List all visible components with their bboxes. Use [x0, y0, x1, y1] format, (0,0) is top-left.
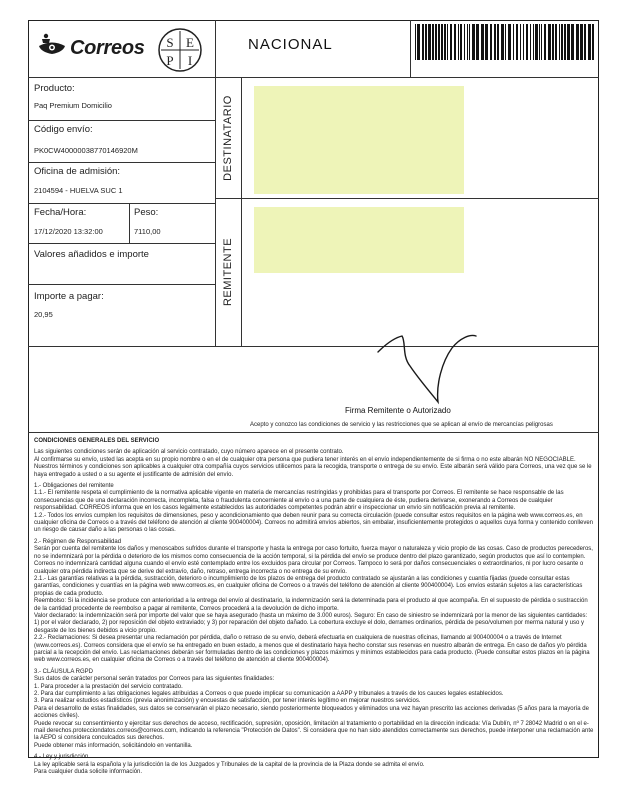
barcode-bar — [425, 24, 427, 60]
barcode-bar — [508, 24, 511, 60]
barcode-bar — [450, 24, 452, 60]
barcode-bar — [460, 24, 462, 60]
barcode-bar — [485, 24, 488, 60]
barcode-bar — [494, 24, 496, 60]
barcode-bar — [567, 24, 570, 60]
barcode-bar — [516, 24, 518, 60]
barcode-bar — [535, 24, 538, 60]
barcode-bar — [513, 24, 514, 60]
destinatario-address-sticker — [254, 86, 464, 194]
barcode-bar — [476, 24, 479, 60]
conditions-paragraph: 2.2.- Reclamaciones: Si desea presentar una reclamación por pérdida, daño o retraso de su envío, deberá efectuarla en cualquiera de nuestras oficinas, llamando al 900400004 o a través de Internet (www.correos.es). Correos considera que el envío se ha entregado en buen estado, a menos que el destinatario haya hecho constar sus reservas en nuestro albarán de entrega. En caso de daños y/o pérdida parcial a la recepción del envío. Las reclamaciones deberán ser formuladas dentro de las condiciones y plazos máximos y mínimos establecidos para cada producto. (Puede consultar estos plazos en la página web www.correos.es, en cualquier oficina de Correos o a través del teléfono de atención al cliente 900400004). — [34, 635, 590, 664]
remitente-label: REMITENTE — [222, 237, 234, 307]
conditions-paragraph: Serán por cuenta del remitente los daños y menoscabos sufridos durante el transporte y hasta la entrega por caso fortuito, fuerza mayor o naturaleza y vicio propio de las cosas. Caso de productos perecederos, no se indemnizará por la pérdida o deterioro de los mismos como consecuencia de la acción temporal, si la pérdida del envío se produce dentro del plazo garantizado, según productos que así lo contemplen. Correos no indemnizará cantidad alguna cuando el envío esté contemplado entre los excluidos para circular por Correos. Tampoco lo será por daños consecuenciales o extraordinarios, ni por lucro cesante o cualquier otra pérdida indirecta que se derive del extravío, daño, retraso, entrega incorrecta o no entrega de su envío. — [34, 546, 593, 575]
conditions-paragraph: 1. Para proceder a la prestación del servicio contratado. — [34, 683, 183, 690]
barcode-bar — [584, 24, 586, 60]
barcode-bar — [490, 24, 492, 60]
field-divider — [28, 284, 215, 285]
valores-label: Valores añadidos e importe — [34, 249, 149, 260]
field-divider — [28, 203, 215, 204]
svg-text:E: E — [186, 35, 194, 50]
conditions-paragraph: 1.1.- El remitente respeta el cumplimiento de la normativa aplicable vigente en materia de mercancías restringidas y prohibidas para el transporte por Correos. El remitente se hace responsable de las consecuencias que de una declaración incorrecta, incompleta, falsa o fraudulenta concerniente al envío o a una parte de cualquiera de éste, pudiera derivarse, exonerando a Correos de cualquier responsabilidad. CORREOS informa que en los casos legalmente establecidos las autoridades competentes podrán abrir e inspeccionar un envío sin notificación previa al remitente. — [34, 490, 564, 512]
barcode-bar — [415, 24, 416, 60]
barcode-bar — [530, 24, 531, 60]
codigo-envio-label: Código envío: — [34, 124, 93, 135]
barcode-bar — [592, 24, 594, 60]
conditions-paragraph: Para el desarrollo de estas finalidades, sus datos se conservarán el plazo necesario, siendo posteriormente bloqueados y eliminados una vez hayan prescrito las acciones derivadas (5 años para la mayoría de acciones civiles). — [34, 705, 589, 720]
barcode-bar — [417, 24, 420, 60]
header-divider — [28, 77, 599, 78]
section-2-title: 2.- Régimen de Responsabilidad — [34, 538, 122, 545]
address-block-bottom — [28, 346, 599, 347]
fecha-value: 17/12/2020 13:32:00 — [34, 227, 103, 236]
firma-label: Firma Remitente o Autorizado — [345, 406, 451, 415]
fecha-peso-divider — [129, 203, 130, 243]
barcode-bar — [559, 24, 560, 60]
barcode-bar — [576, 24, 579, 60]
barcode-bar — [441, 24, 443, 60]
conditions-paragraph: La ley aplicable será la española y la jurisdicción la de los Juzgados y Tribunales de la capital de la provincia de la Plaza donde se admita el envío. — [34, 761, 425, 768]
peso-label: Peso: — [134, 207, 159, 218]
barcode-bar — [481, 24, 484, 60]
destinatario-label: DESTINATARIO — [222, 95, 234, 181]
oficina-value: 2104594 - HUELVA SUC 1 — [34, 186, 123, 195]
left-column-divider — [215, 77, 216, 347]
conditions-paragraph: Valor declarado: la indemnización será por importe del valor que se haya asegurado (hasta un máximo de 3.000 euros). Seguro: En caso de siniestro se indemnizará por la menor de las siguientes cantidades: 1) por el valor declarado, 2) por reposición del objeto extraviado; y 3) por reparación del objeto dañado. La cobertura excluye el dolo, derrames ordinarios, pérdida de peso/volumen por merma natural y uso y desgaste de los bienes debidos a vicio propio. — [34, 612, 588, 634]
barcode-bar — [435, 24, 437, 60]
oficina-label: Oficina de admisión: — [34, 166, 121, 177]
barcode-bar — [428, 24, 431, 60]
correos-horn-icon — [36, 30, 68, 62]
importe-value: 20,95 — [34, 310, 53, 319]
barcode-bar — [520, 24, 521, 60]
conditions-paragraph: Para cualquier duda solicite información. — [34, 769, 143, 776]
barcode-bar — [571, 24, 574, 60]
barcode-bar — [497, 24, 499, 60]
barcode-bar — [454, 24, 456, 60]
importe-label: Importe a pagar: — [34, 291, 104, 302]
field-divider — [28, 120, 215, 121]
barcode-bar — [432, 24, 434, 60]
conditions-paragraph: Las siguientes condiciones serán de aplicación al servicio contratado, cuyo número aparece en el presente contrato. — [34, 449, 344, 456]
conditions-title: CONDICIONES GENERALES DEL SERVICIO — [34, 438, 160, 444]
barcode-bar — [544, 24, 546, 60]
barcode-bar — [505, 24, 506, 60]
barcode-bar — [472, 24, 475, 60]
barcode-bar — [422, 24, 424, 60]
sepi-seal-logo — [157, 27, 203, 73]
barcode-bar — [548, 24, 551, 60]
codigo-envio-value: PK0CW40000038770146920M — [34, 146, 138, 155]
conditions-paragraph: Reembolso: Si la incidencia se produce con anterioridad a la entrega del envío al destinatario, la indemnización será la determinada para el producto al que acompaña. En el supuesto de pérdida o sustracción de la cantidad procedente de reembolso a pagar al remitente, Correos procederá a la devolución de dicho importe. — [34, 598, 588, 612]
barcode-bar — [447, 24, 448, 60]
barcode-bar — [438, 24, 440, 60]
producto-label: Producto: — [34, 83, 75, 94]
svg-text:I: I — [187, 53, 193, 68]
peso-value: 7110,00 — [134, 227, 161, 236]
barcode-bar — [552, 24, 554, 60]
conditions-paragraph: Al confirmarse su envío, usted las acepta en su propio nombre o en el de cualquier otra persona que pudiera tener interés en el envío independientemente de si firma o no este albarán NO NEGOCIABLE. Nuestros términos y condiciones son aplicables a cualquier otra compañía cuyos servicios utilicemos para la recogida, transporte o entrega de su envío. Este albarán será válido para Correos, una vez que se le haya entregado a usted o a su agente el justificante de admisión del envío. — [34, 456, 592, 478]
barcode-bar — [564, 24, 566, 60]
svg-text:S: S — [166, 35, 174, 50]
section-4-title: 4.- Ley y jurisdicción — [34, 754, 89, 761]
barcode-bar — [464, 24, 465, 60]
destinatario-remitente-divider — [215, 198, 599, 199]
correos-wordmark: Correos — [70, 37, 145, 59]
conditions-block — [34, 438, 594, 776]
barcode-bar — [467, 24, 468, 60]
barcode-bar — [541, 24, 542, 60]
barcode-bar — [444, 24, 446, 60]
producto-value: Paq Premium Domicilio — [34, 101, 112, 110]
field-divider — [28, 243, 215, 244]
remitente-address-sticker — [254, 207, 464, 273]
conditions-paragraph: 3. Para realizar estudios estadísticos (previa anonimización) y encuestas de satisfacción, por tener interés legítimo en mejorar nuestros servicios. — [34, 698, 421, 705]
field-divider — [28, 162, 215, 163]
conditions-paragraph: Puede obtener más información, solicitándolo en ventanilla. — [34, 742, 193, 749]
service-type: NACIONAL — [248, 36, 333, 53]
conditions-paragraph: 2. Para dar cumplimiento a las obligaciones legales atribuidas a Correos o que puede implicar su comunicación a AAPP y tribunales a través de los cauces legales establecidos. — [34, 691, 504, 697]
barcode-bar — [561, 24, 563, 60]
conditions-paragraph: Sus datos de carácter personal serán tratados por Correos para las siguientes finalidades: — [34, 676, 275, 683]
section-3-title: 3.- CLÁUSULA RGPD — [34, 668, 94, 675]
conditions-paragraph: 1.2.- Todos los envíos cumplen los requisitos de dimensiones, peso y acondicionamiento que deben reunir para su correcta circulación (puede consultar estos requisitos en la página web www.correos.es, en cualquier oficina de Correos o a través del teléfono de atención al cliente 900400004). Correos no admitirá envíos abiertos, sin embalar, insuficientemente protegidos o aquellos cuya forma y contenido conlleven un riesgo de causar daño a las personas o las cosas. — [34, 512, 593, 534]
acceptance-text: Acepto y conozco las condiciones de servicio y las restricciones que se aplican al envío de mercancías peligrosas — [250, 422, 553, 428]
barcode-bar — [539, 24, 540, 60]
barcode-bar — [588, 24, 591, 60]
barcode-bars — [411, 22, 598, 62]
signature-divider — [28, 432, 599, 433]
svg-text:P: P — [166, 53, 174, 68]
conditions-paragraph: Puede revocar su consentimiento y ejercitar sus derechos de acceso, rectificación, supresión, oposición, limitación al tratamiento o portabilidad en la dirección indicada: Vía Dublín, nº 7 28042 Madrid o en el e-mail derechos.protecciondatos.correos@correos.com, indicando la referencia "Protección de Datos". Si considera que no han sido atendidos correctamente sus derechos, puede interponer una reclamación ante la AEPD si considera conculcados sus derechos. — [34, 720, 594, 742]
side-label-divider — [241, 77, 242, 347]
barcode-bar — [533, 24, 534, 60]
barcode-bar — [501, 24, 504, 60]
fecha-label: Fecha/Hora: — [34, 207, 87, 218]
barcode-bar — [580, 24, 583, 60]
barcode — [411, 22, 598, 62]
barcode-bar — [458, 24, 459, 60]
barcode-bar — [523, 24, 524, 60]
barcode-bar — [526, 24, 528, 60]
conditions-paragraph: 2.1.- Las garantías relativas a la pérdida, sustracción, deterioro o incumplimiento de los plazos de entrega del producto contratado se ajustarán a las condiciones y cuantía fijadas (puede consultar estas garantías, condiciones y cuantías en la página web www.correos.es, en cualquier oficina de Correos o a través del teléfono de atención al cliente 900400004). Los envíos estarán sujetos a las características propias de cada producto. — [34, 575, 583, 597]
logo-divider — [215, 20, 216, 77]
handwritten-signature — [372, 326, 482, 406]
section-1-title: 1.- Obligaciones del remitente — [34, 483, 114, 490]
barcode-bar — [469, 24, 470, 60]
barcode-bar — [555, 24, 557, 60]
